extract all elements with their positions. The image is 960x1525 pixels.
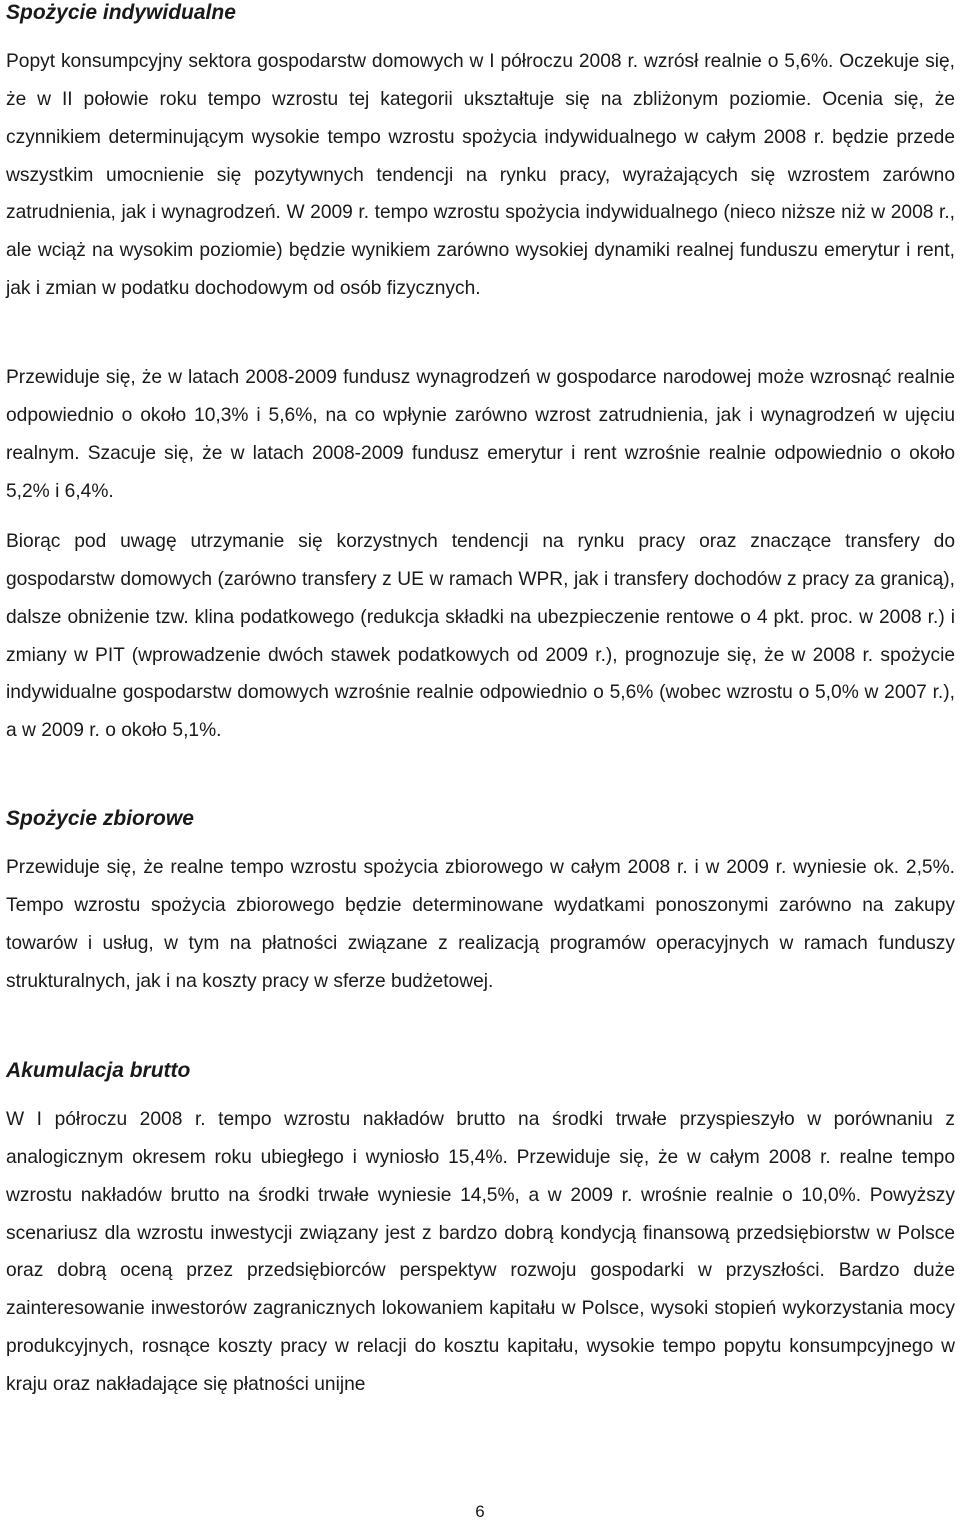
page-number: 6 [475,1502,485,1521]
paragraph: Przewiduje się, że realne tempo wzrostu spożycia zbiorowego w całym 2008 r. i w 2009 r. wyniesie ok. 2,5%. Tempo wzrostu spożycia zbiorowego będzie determinowane wydatkami ponoszonymi zarówno na zakupy towarów i usług, w tym na płatności związane z realizacją programów operacyjnych w ramach funduszy strukturalnych, jak i na koszty pracy w sferze budżetowej. [6,857,955,992]
section-heading-akumulacja-brutto: Akumulacja brutto [6,1059,191,1082]
paragraph: W I półroczu 2008 r. tempo wzrostu nakładów brutto na środki trwałe przyspieszyło w porównaniu z analogicznym okresem roku ubiegłego i wyniosło 15,4%. Przewiduje się, że w całym 2008 r. realne tempo wzrostu nakładów brutto na środki trwałe wyniesie 14,5%, a w 2009 r. wrośnie realnie o 10,0%. Powyższy scenariusz dla wzrostu inwestycji związany jest z bardzo dobrą kondycją finansową przedsiębiorstw w Polsce oraz dobrą oceną przez przedsiębiorców perspektyw rozwoju gospodarki w przyszłości. Bardzo duże zainteresowanie inwestorów zagranicznych lokowaniem kapitału w Polsce, wysoki stopień wykorzystania mocy produkcyjnych, rosnące koszty pracy w relacji do kosztu kapitału, wysokie tempo popytu konsumpcyjnego w kraju oraz nakładające się płatności unijne [6,1109,955,1395]
paragraph: Popyt konsumpcyjny sektora gospodarstw domowych w I półroczu 2008 r. wzrósł realnie o 5,6%. Oczekuje się, że w II połowie roku tempo wzrostu tej kategorii ukształtuje się na zbliżonym poziomie. Ocenia się, że czynnikiem determinującym wysokie tempo wzrostu spożycia indywidualnego w całym 2008 r. będzie przede wszystkim umocnienie się pozytywnych tendencji na rynku pracy, wyrażających się wzrostem zarówno zatrudnienia, jak i wynagrodzeń. W 2009 r. tempo wzrostu spożycia indywidualnego (nieco niższe niż w 2008 r., ale wciąż na wysokim poziomie) będzie wynikiem zarówno wysokiej dynamiki realnej funduszu emerytur i rent, jak i zmian w podatku dochodowym od osób fizycznych. [6,51,955,300]
paragraph: Biorąc pod uwagę utrzymanie się korzystnych tendencji na rynku pracy oraz znaczące transfery do gospodarstw domowych (zarówno transfery z UE w ramach WPR, jak i transfery dochodów z pracy za granicą), dalsze obniżenie tzw. klina podatkowego (redukcja składki na ubezpieczenie rentowe o 4 pkt. proc. w 2008 r.) i zmiany w PIT (wprowadzenie dwóch stawek podatkowych od 2009 r.), prognozuje się, że w 2008 r. spożycie indywidualne gospodarstw domowych wzrośnie realnie odpowiednio o 5,6% (wobec wzrostu o 5,0% w 2007 r.), a w 2009 r. o około 5,1%. [6,531,955,742]
section-heading-spozycie-indywidualne: Spożycie indywidualne [6,1,236,24]
section-heading-spozycie-zbiorowe: Spożycie zbiorowe [6,807,194,830]
paragraph: Przewiduje się, że w latach 2008-2009 fundusz wynagrodzeń w gospodarce narodowej może wzrosnąć realnie odpowiednio o około 10,3% i 5,6%, na co wpłynie zarówno wzrost zatrudnienia, jak i wynagrodzeń w ujęciu realnym. Szacuje się, że w latach 2008-2009 fundusz emerytur i rent wzrośnie realnie odpowiednio o około 5,2% i 6,4%. [6,367,955,502]
